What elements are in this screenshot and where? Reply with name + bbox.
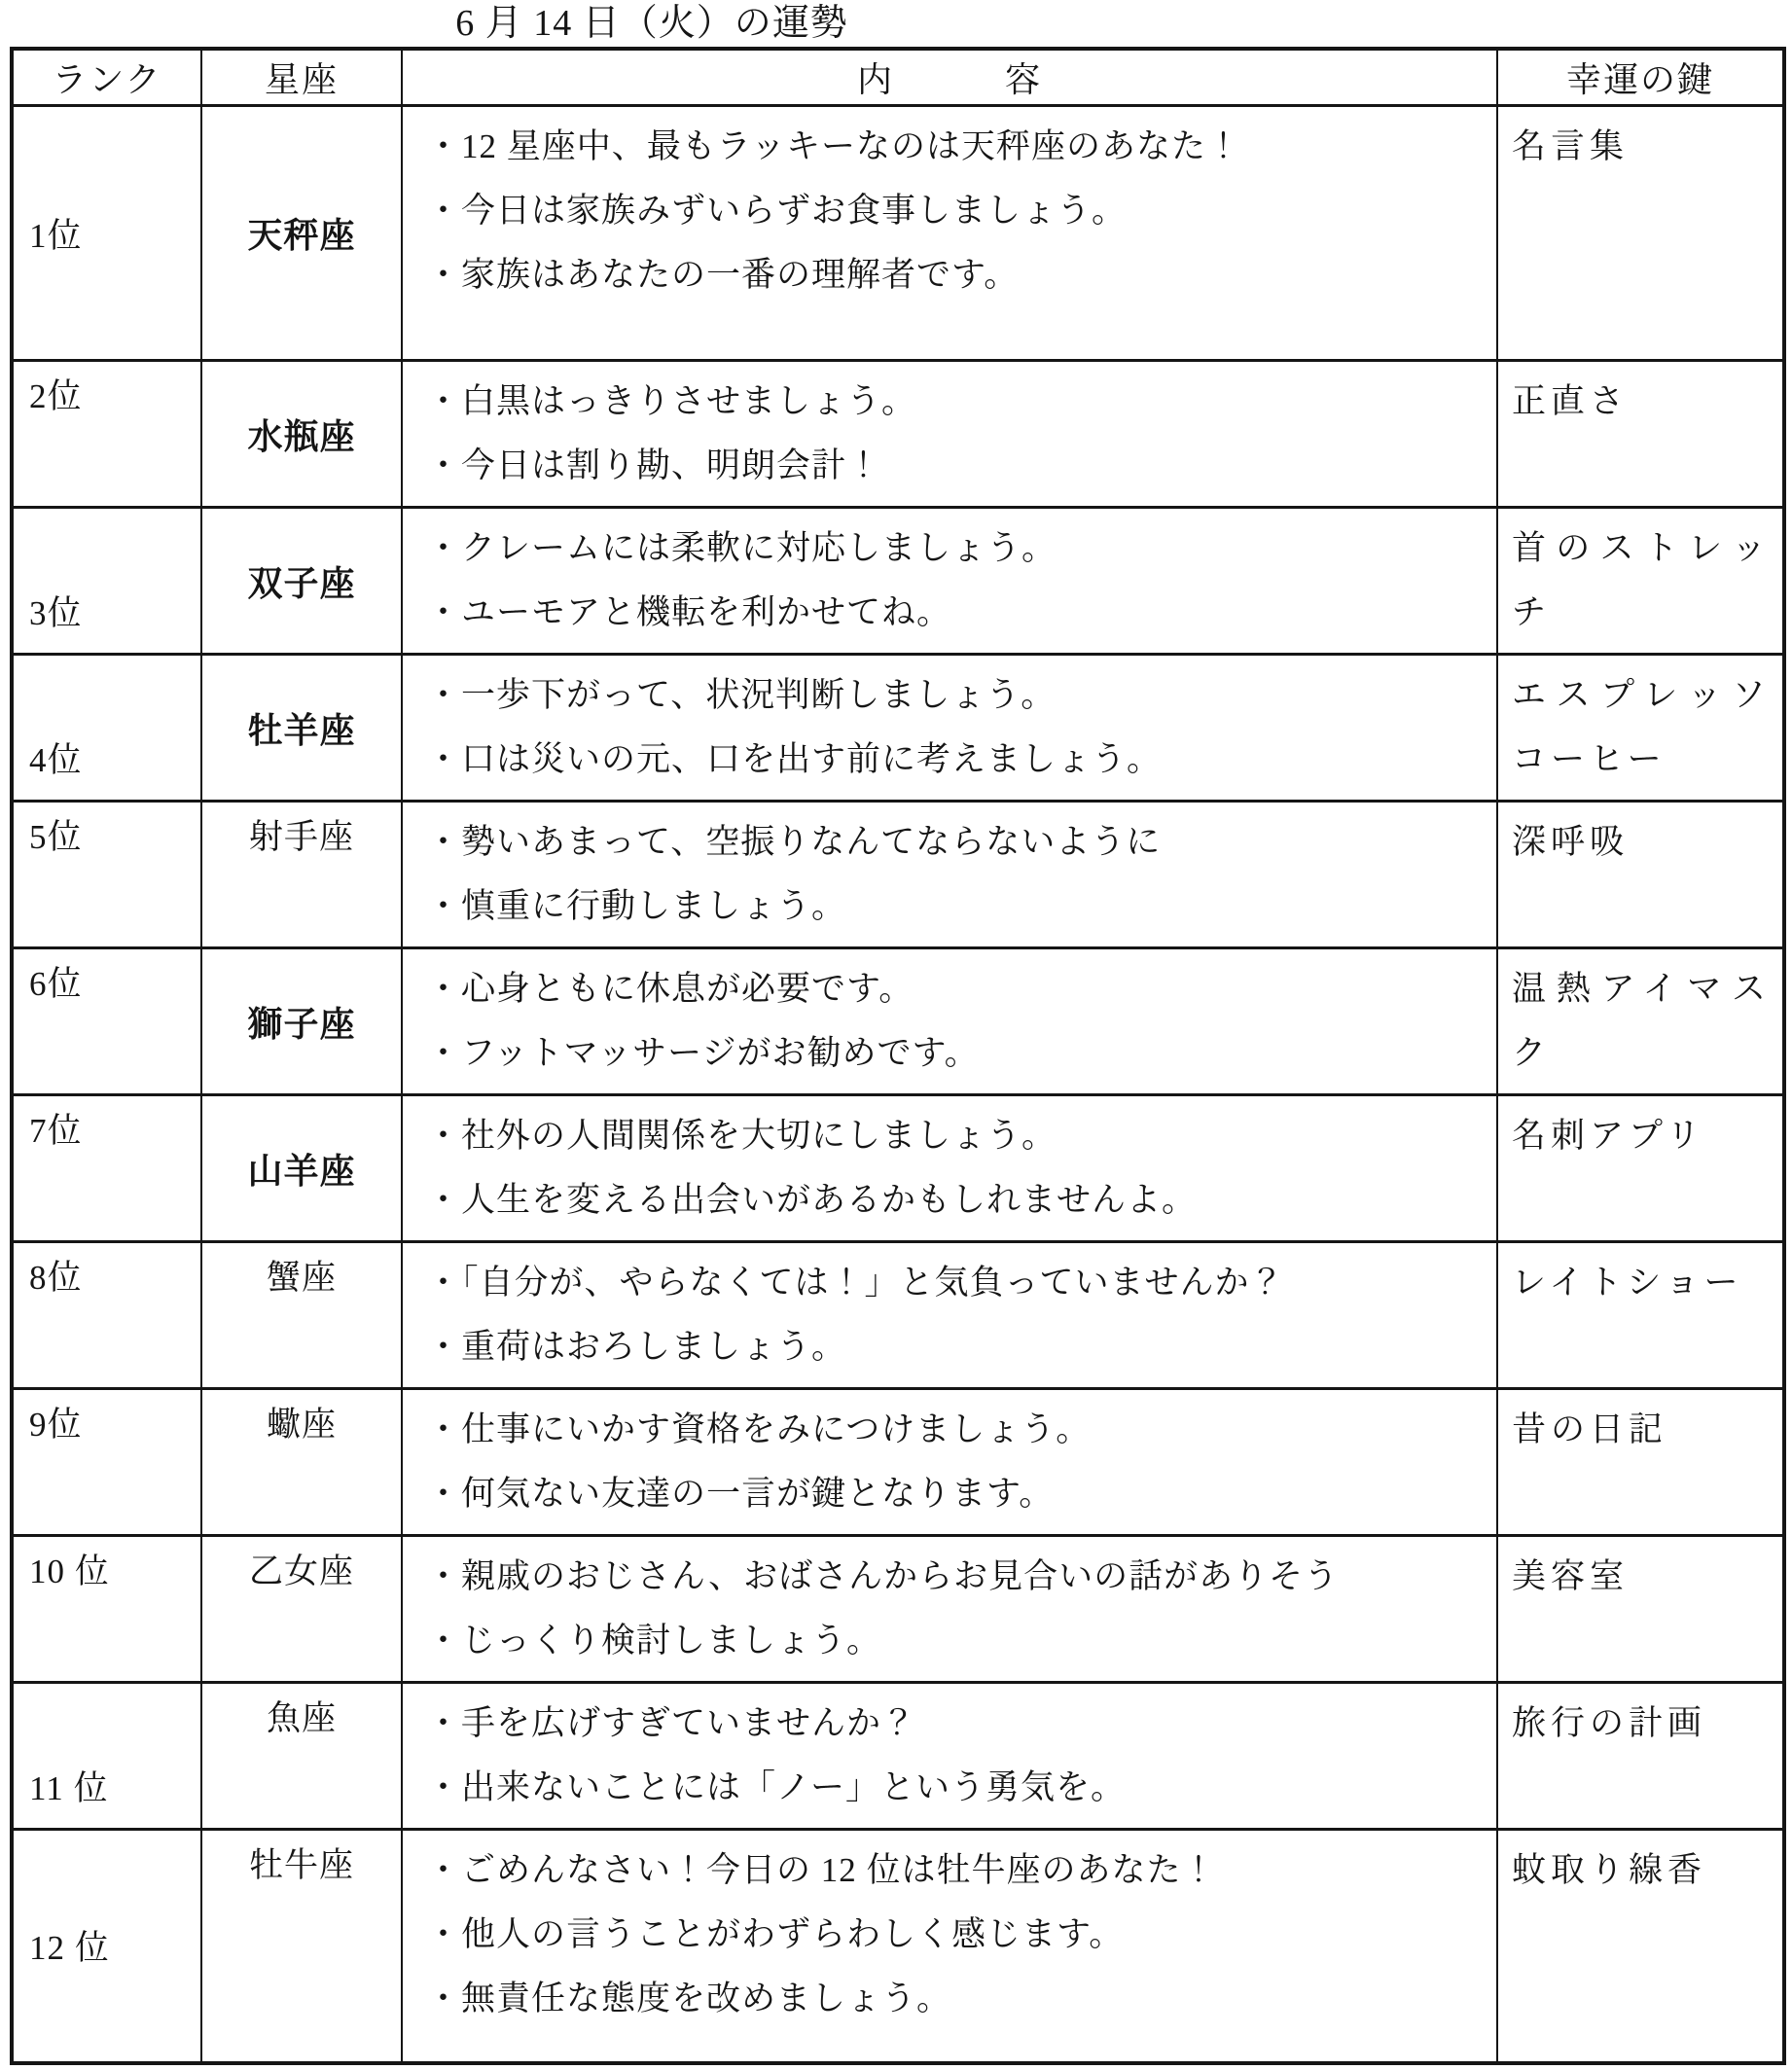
content-line: ・クレームには柔軟に対応しましょう。 xyxy=(426,529,1057,567)
table-row xyxy=(12,948,1784,1095)
rank-cell: 9位 xyxy=(12,1389,201,1536)
rank-cell: 12 位 xyxy=(12,1830,201,2063)
sign-cell: 蠍座 xyxy=(201,1389,402,1536)
content-line: ・無責任な態度を改めましょう。 xyxy=(426,1980,952,2017)
sign-cell: 獅子座 xyxy=(201,948,402,1095)
content-line: ・一歩下がって、状況判断しましょう。 xyxy=(426,676,1057,714)
table-row xyxy=(12,1242,1784,1389)
lucky-key-cell: 美容室 xyxy=(1497,1536,1784,1683)
header-sign: 星座 xyxy=(201,49,402,106)
sign-cell: 双子座 xyxy=(201,508,402,655)
table-row xyxy=(12,508,1784,655)
content-cell xyxy=(402,1536,1497,1683)
content-line: ・「自分が、やらなくては！」と気負っていませんか？ xyxy=(426,1264,1285,1302)
rank-cell: 2位 xyxy=(12,361,201,508)
content-line: ・心身ともに休息が必要です。 xyxy=(426,970,914,1008)
header-lucky-key: 幸運の鍵 xyxy=(1497,49,1784,106)
rank-cell: 5位 xyxy=(12,802,201,948)
content-line: ・ごめんなさい！今日の 12 位は牡牛座のあなた！ xyxy=(426,1851,1217,1889)
content-line: ・フットマッサージがお勧めです。 xyxy=(426,1034,980,1072)
content-line: ・出来ないことには「ノー」という勇気を。 xyxy=(426,1768,1126,1806)
lucky-key-cell: エスプレッソコーヒー xyxy=(1497,655,1784,802)
content-line: ・口は災いの元、口を出す前に考えましょう。 xyxy=(426,740,1163,778)
sign-cell: 山羊座 xyxy=(201,1095,402,1242)
content-line: ・今日は割り勘、明朗会計！ xyxy=(426,446,882,484)
rank-cell: 6位 xyxy=(12,948,201,1095)
table-row xyxy=(12,1389,1784,1536)
rank-cell: 4位 xyxy=(12,655,201,802)
rank-cell: 11 位 xyxy=(12,1683,201,1830)
table-row xyxy=(12,802,1784,948)
content-cell xyxy=(402,948,1497,1095)
content-cell xyxy=(402,1389,1497,1536)
content-cell xyxy=(402,802,1497,948)
table-row xyxy=(12,1536,1784,1683)
content-cell xyxy=(402,1683,1497,1830)
content-cell xyxy=(402,1830,1497,2063)
horoscope-table xyxy=(10,47,1786,2065)
content-line: ・親戚のおじさん、おばさんからお見合いの話がありそう xyxy=(426,1557,1340,1595)
header-content: 内 容 xyxy=(402,49,1497,106)
rank-cell: 3位 xyxy=(12,508,201,655)
sign-cell: 射手座 xyxy=(201,802,402,948)
lucky-key-cell: 旅行の計画 xyxy=(1497,1683,1784,1830)
rank-cell: 1位 xyxy=(12,106,201,361)
table-row xyxy=(12,1095,1784,1242)
page-title: 6 月 14 日（火）の運勢 xyxy=(455,3,848,44)
table-row xyxy=(12,655,1784,802)
content-line: ・何気ない友達の一言が鍵となります。 xyxy=(426,1475,1055,1513)
lucky-key-cell: レイトショー xyxy=(1497,1242,1784,1389)
content-line: ・手を広げすぎていませんか？ xyxy=(426,1704,917,1742)
sign-cell: 乙女座 xyxy=(201,1536,402,1683)
sign-cell: 天秤座 xyxy=(201,106,402,361)
table-row xyxy=(12,1830,1784,2063)
lucky-key-cell: 温熱アイマスク xyxy=(1497,948,1784,1095)
lucky-key-cell: 昔の日記 xyxy=(1497,1389,1784,1536)
content-cell xyxy=(402,1242,1497,1389)
content-line: ・人生を変える出会いがあるかもしれませんよ。 xyxy=(426,1181,1198,1219)
content-line: ・12 星座中、最もラッキーなのは天秤座のあなた！ xyxy=(426,127,1242,165)
content-line: ・社外の人間関係を大切にしましょう。 xyxy=(426,1117,1057,1155)
content-line: ・じっくり検討しましょう。 xyxy=(426,1622,882,1660)
sign-cell: 牡羊座 xyxy=(201,655,402,802)
content-line: ・家族はあなたの一番の理解者です。 xyxy=(426,256,1020,294)
content-line: ・今日は家族みずいらずお食事しましょう。 xyxy=(426,192,1128,230)
lucky-key-cell: 名刺アプリ xyxy=(1497,1095,1784,1242)
content-line: ・他人の言うことがわずらわしく感じます。 xyxy=(426,1915,1125,1953)
content-line: ・慎重に行動しましょう。 xyxy=(426,887,847,925)
lucky-key-cell: 蚊取り線香 xyxy=(1497,1830,1784,2063)
content-line: ・ユーモアと機転を利かせてね。 xyxy=(426,593,952,631)
content-cell xyxy=(402,361,1497,508)
content-line: ・勢いあまって、空振りなんてならないように xyxy=(426,823,1162,861)
content-line: ・仕事にいかす資格をみにつけましょう。 xyxy=(426,1410,1092,1448)
rank-cell: 7位 xyxy=(12,1095,201,1242)
rank-cell: 8位 xyxy=(12,1242,201,1389)
sign-cell: 蟹座 xyxy=(201,1242,402,1389)
table-row xyxy=(12,361,1784,508)
table-row xyxy=(12,106,1784,361)
lucky-key-cell: 名言集 xyxy=(1497,106,1784,361)
header-row xyxy=(12,49,1784,106)
sign-cell: 魚座 xyxy=(201,1683,402,1830)
content-cell xyxy=(402,655,1497,802)
content-line: ・白黒はっきりさせましょう。 xyxy=(426,382,917,420)
table-row xyxy=(12,1683,1784,1830)
sign-cell: 水瓶座 xyxy=(201,361,402,508)
rank-cell: 10 位 xyxy=(12,1536,201,1683)
lucky-key-cell: 正直さ xyxy=(1497,361,1784,508)
header-rank: ランク xyxy=(12,49,201,106)
content-cell xyxy=(402,508,1497,655)
content-line: ・重荷はおろしましょう。 xyxy=(426,1328,847,1366)
content-cell xyxy=(402,1095,1497,1242)
lucky-key-cell: 首のストレッチ xyxy=(1497,508,1784,655)
lucky-key-cell: 深呼吸 xyxy=(1497,802,1784,948)
content-cell xyxy=(402,106,1497,361)
sign-cell: 牡牛座 xyxy=(201,1830,402,2063)
